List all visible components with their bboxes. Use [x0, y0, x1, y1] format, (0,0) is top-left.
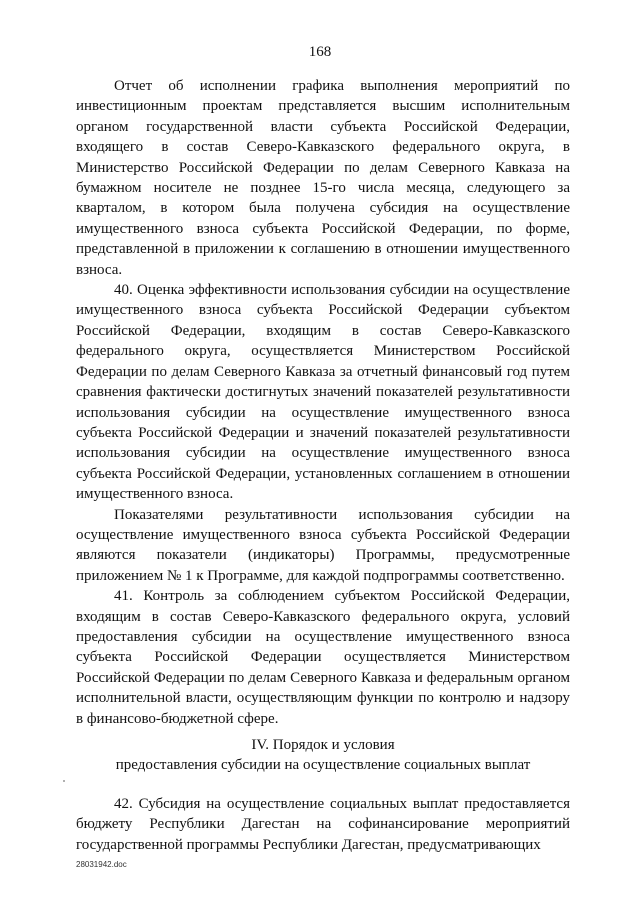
footer-file-code: 28031942.doc	[76, 860, 127, 869]
section-heading-subtitle: предоставления субсидии на осуществление социальных выплат	[115, 757, 531, 774]
margin-mark	[63, 780, 65, 782]
section-heading-iv	[76, 735, 570, 776]
page-number: 168	[308, 44, 332, 60]
paragraph-report-schedule: Отчет об исполнении графика выполнения мероприятий по инвестиционным проектам представляется высшим исполнительным органом государственной власти субъекта Российской Федерации, входящего в состав Северо-Кавказского федерального округа, в Министерство Российской Федерации по делам Северного Кавказа на бумажном носителе не позднее 15-го числа месяца, следующего за кварталом, в котором была получена субсидия на осуществление имущественного взноса субъекта Российской Федерации, по форме, представленной в приложении к соглашению в отношении имущественного взноса.	[76, 78, 570, 278]
paragraph-40-efficiency-assessment: 40. Оценка эффективности использования субсидии на осуществление имущественного взноса субъекта Российской Федерации субъектом Российской Федерации, входящим в состав Северо-Кавказского федерального округа, осуществляется Министерством Российской Федерации по делам Северного Кавказа за отчетный финансовый год путем сравнения фактически достигнутых значений показателей результативности использования субсидии на осуществление имущественного взноса субъекта Российской Федерации и значений показателей результативности использования субсидии на осуществление имущественного взноса субъекта Российской Федерации, установленных соглашением в отношении имущественного взноса.	[76, 282, 570, 503]
paragraph-performance-indicators: Показателями результативности использования субсидии на осуществление имущественного взноса субъекта Российской Федерации являются показатели (индикаторы) Программы, предусмотренные приложением № 1 к Программе, для каждой подпрограммы соответственно.	[76, 506, 570, 584]
paragraph-41-control: 41. Контроль за соблюдением субъектом Российской Федерации, входящим в состав Северо-Кавказского федерального округа, условий предоставления субсидии на осуществление имущественного взноса субъекта Российской Федерации осуществляется Министерством Российской Федерации по делам Северного Кавказа и федеральным органом исполнительной власти, осуществляющим функции по контролю и надзору в финансово-бюджетной сфере.	[76, 588, 570, 727]
paragraph-42-social-payments: 42. Субсидия на осуществление социальных выплат предоставляется бюджету Республики Дагестан на софинансирование мероприятий государственной программы Республики Дагестан, предусматривающих	[76, 795, 570, 853]
section-heading-title: IV. Порядок и условия	[251, 737, 395, 753]
document-body	[76, 76, 570, 855]
